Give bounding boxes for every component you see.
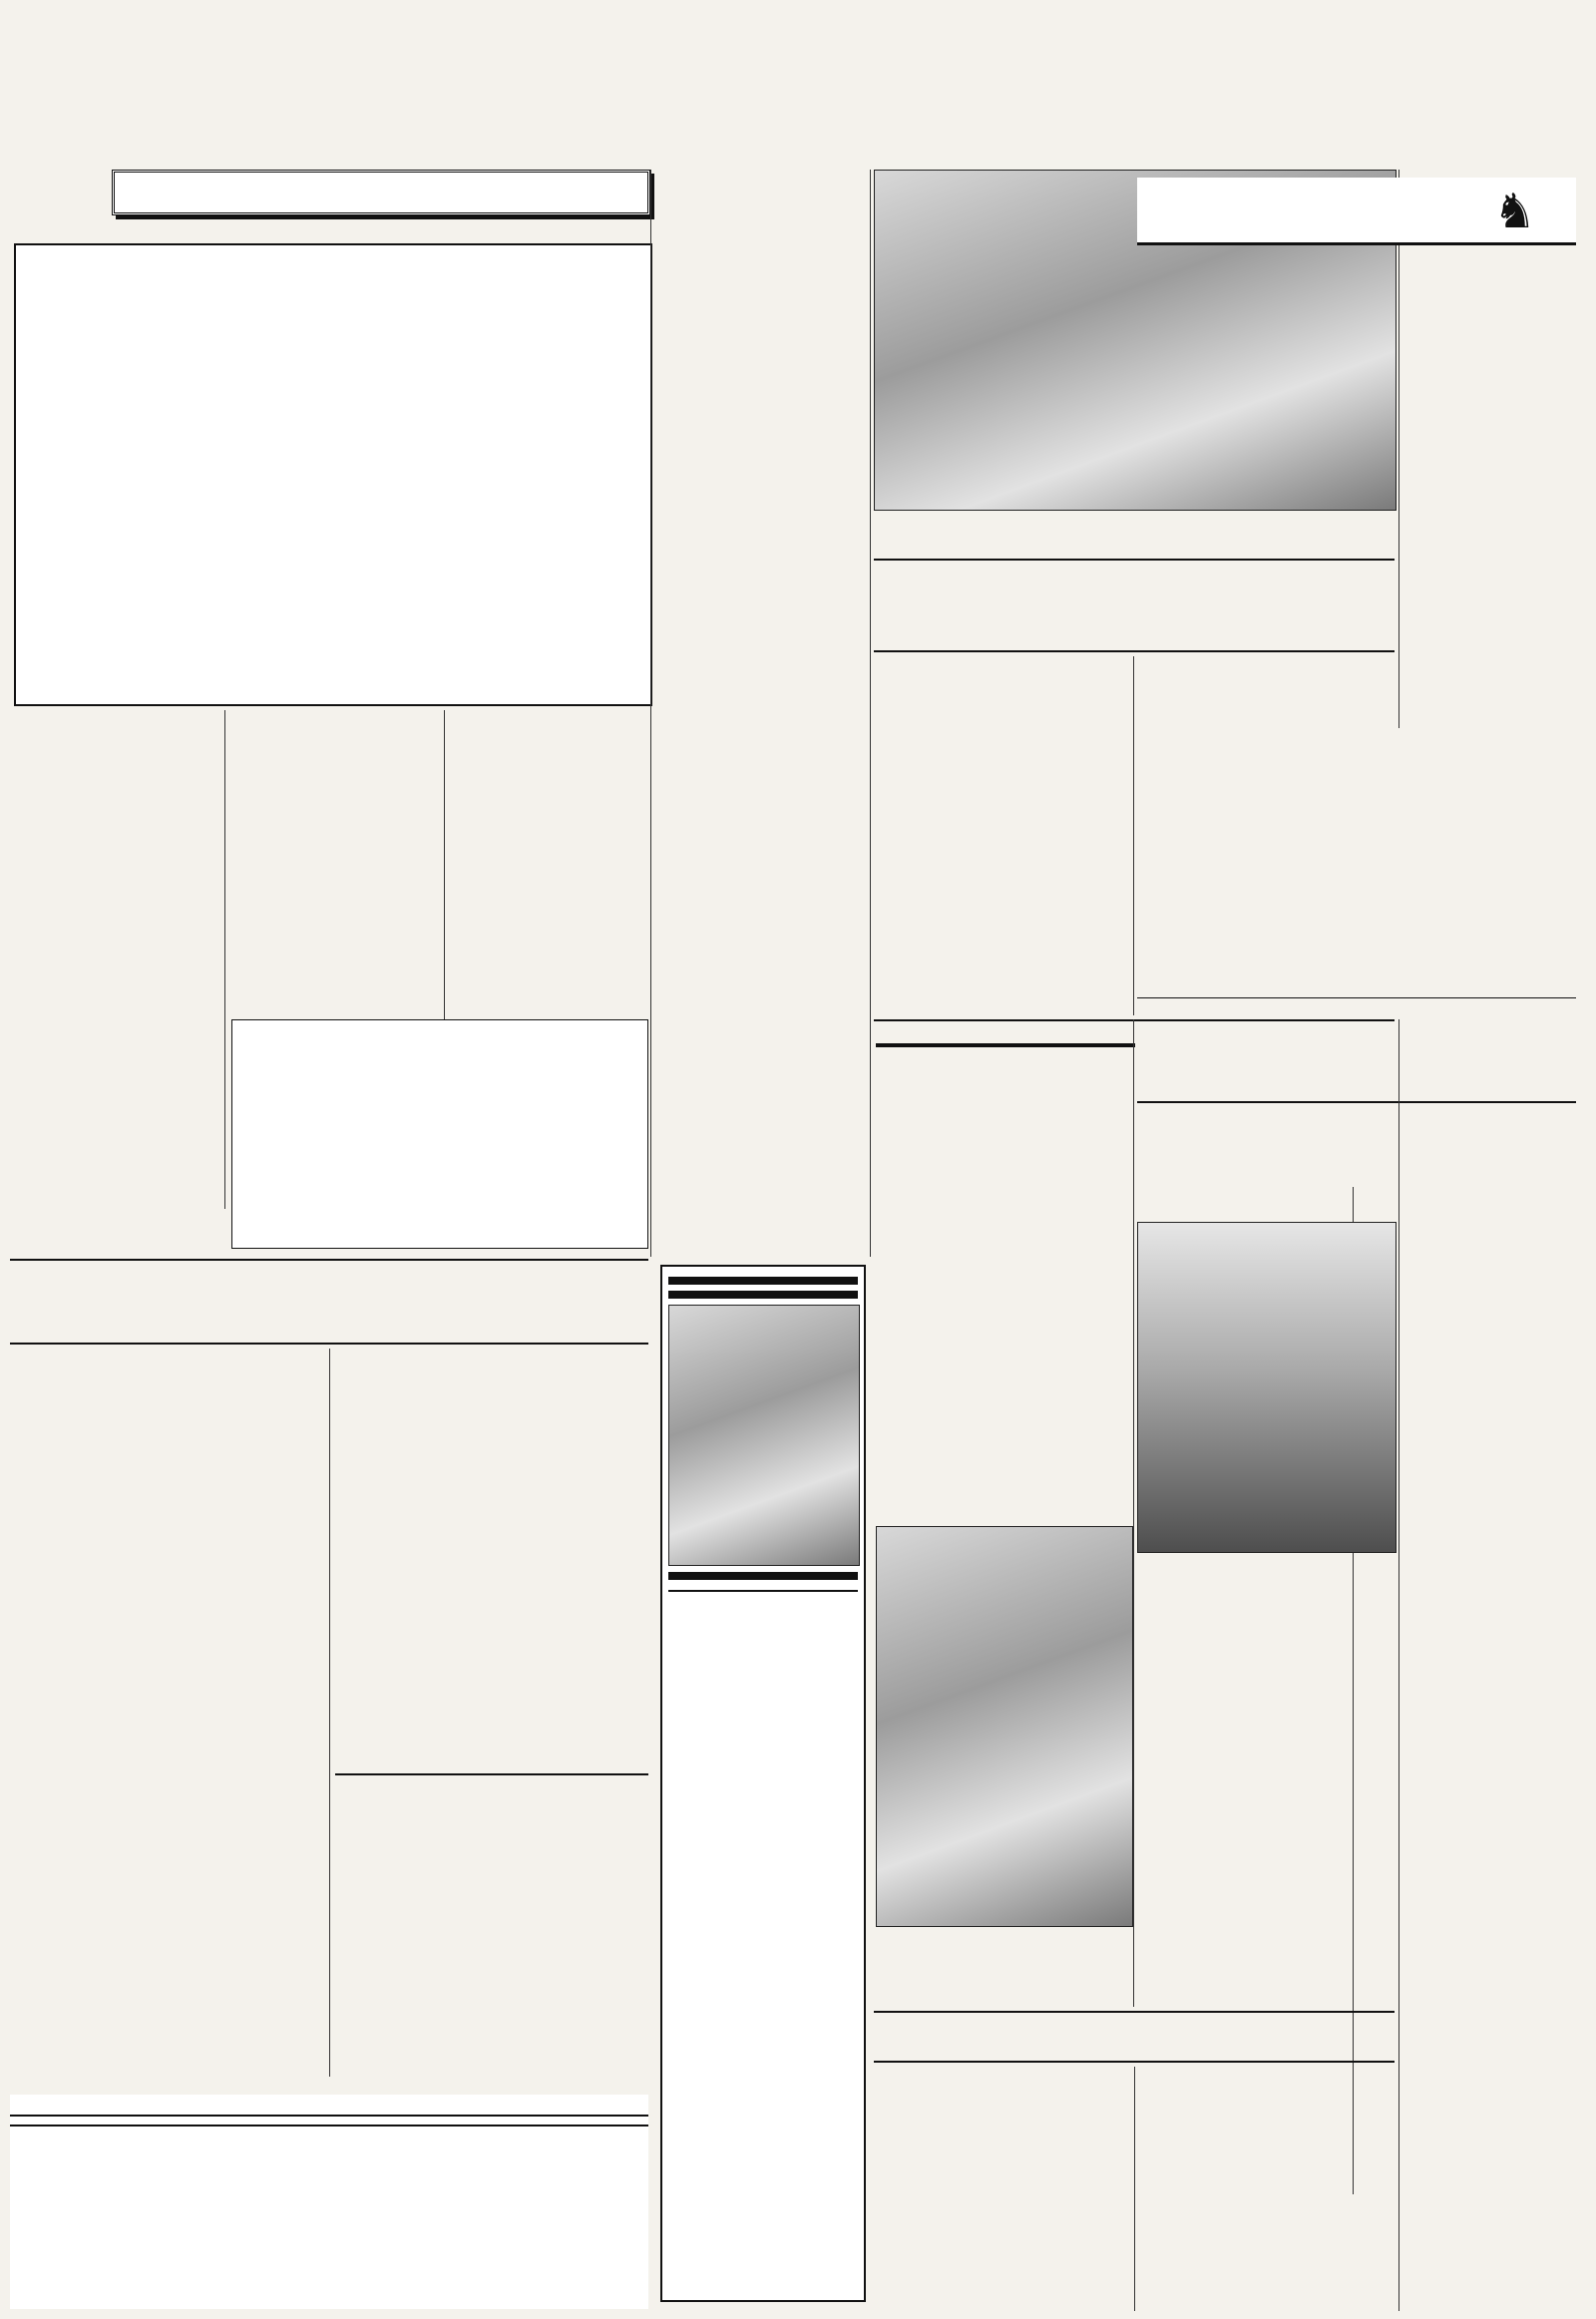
sbolos-column [1137,1097,1395,1217]
rhine-photo-caption [874,529,1395,559]
prognostika-box [1137,997,1576,1099]
sbolos-photo [1137,1222,1396,1553]
t1-h2 [219,1352,324,1353]
biblio-col2 [1005,1139,1131,1518]
t1-h0 [10,1352,115,1353]
crossword-title-banner [112,170,650,215]
industry-table-1 [10,1352,324,1353]
synaspismos-col2 [335,1349,648,1767]
iatriki-col1 [876,2067,1131,2311]
smaltodont-ad [10,2095,648,2309]
cinema-footer [668,1590,858,1598]
tokyo-column [335,1813,648,2085]
crossword-down-right-column [449,710,648,1049]
synaspismos-col1 [10,1349,324,2077]
cinema-dancer-photo [668,1305,860,1566]
racing-logo [1137,178,1576,245]
solution-grid [231,1019,648,1249]
t2-h2 [219,1356,324,1358]
industry-table-2 [10,1356,324,1358]
cinema-ad [660,1265,866,2302]
protimiseis-col2 [1137,656,1395,1015]
cinema-name [668,1277,858,1285]
prognostika-title [1137,997,1576,998]
t2-h1 [115,1356,219,1358]
center-continued-column [656,170,866,1257]
t2-h0 [10,1356,115,1358]
t1-h1 [115,1352,219,1353]
film2-a [668,1572,858,1580]
director [668,1291,858,1299]
crossword-column-numbers [14,221,648,241]
smaltodont-tagline [10,2115,648,2126]
iatriki-col2 [1137,2067,1395,2311]
sbolos-col2 [1137,1572,1395,2007]
crossword-row-numbers [0,243,14,702]
horse-icon: ♞ [1492,184,1536,239]
biblio-headline [876,1043,1135,1047]
crossword-grid [14,243,652,706]
biblio-photo [876,1526,1133,1927]
biblio-col1b [876,1945,1131,2005]
biblio-col1 [876,1139,1000,1518]
crossword-across-column [10,710,219,1209]
